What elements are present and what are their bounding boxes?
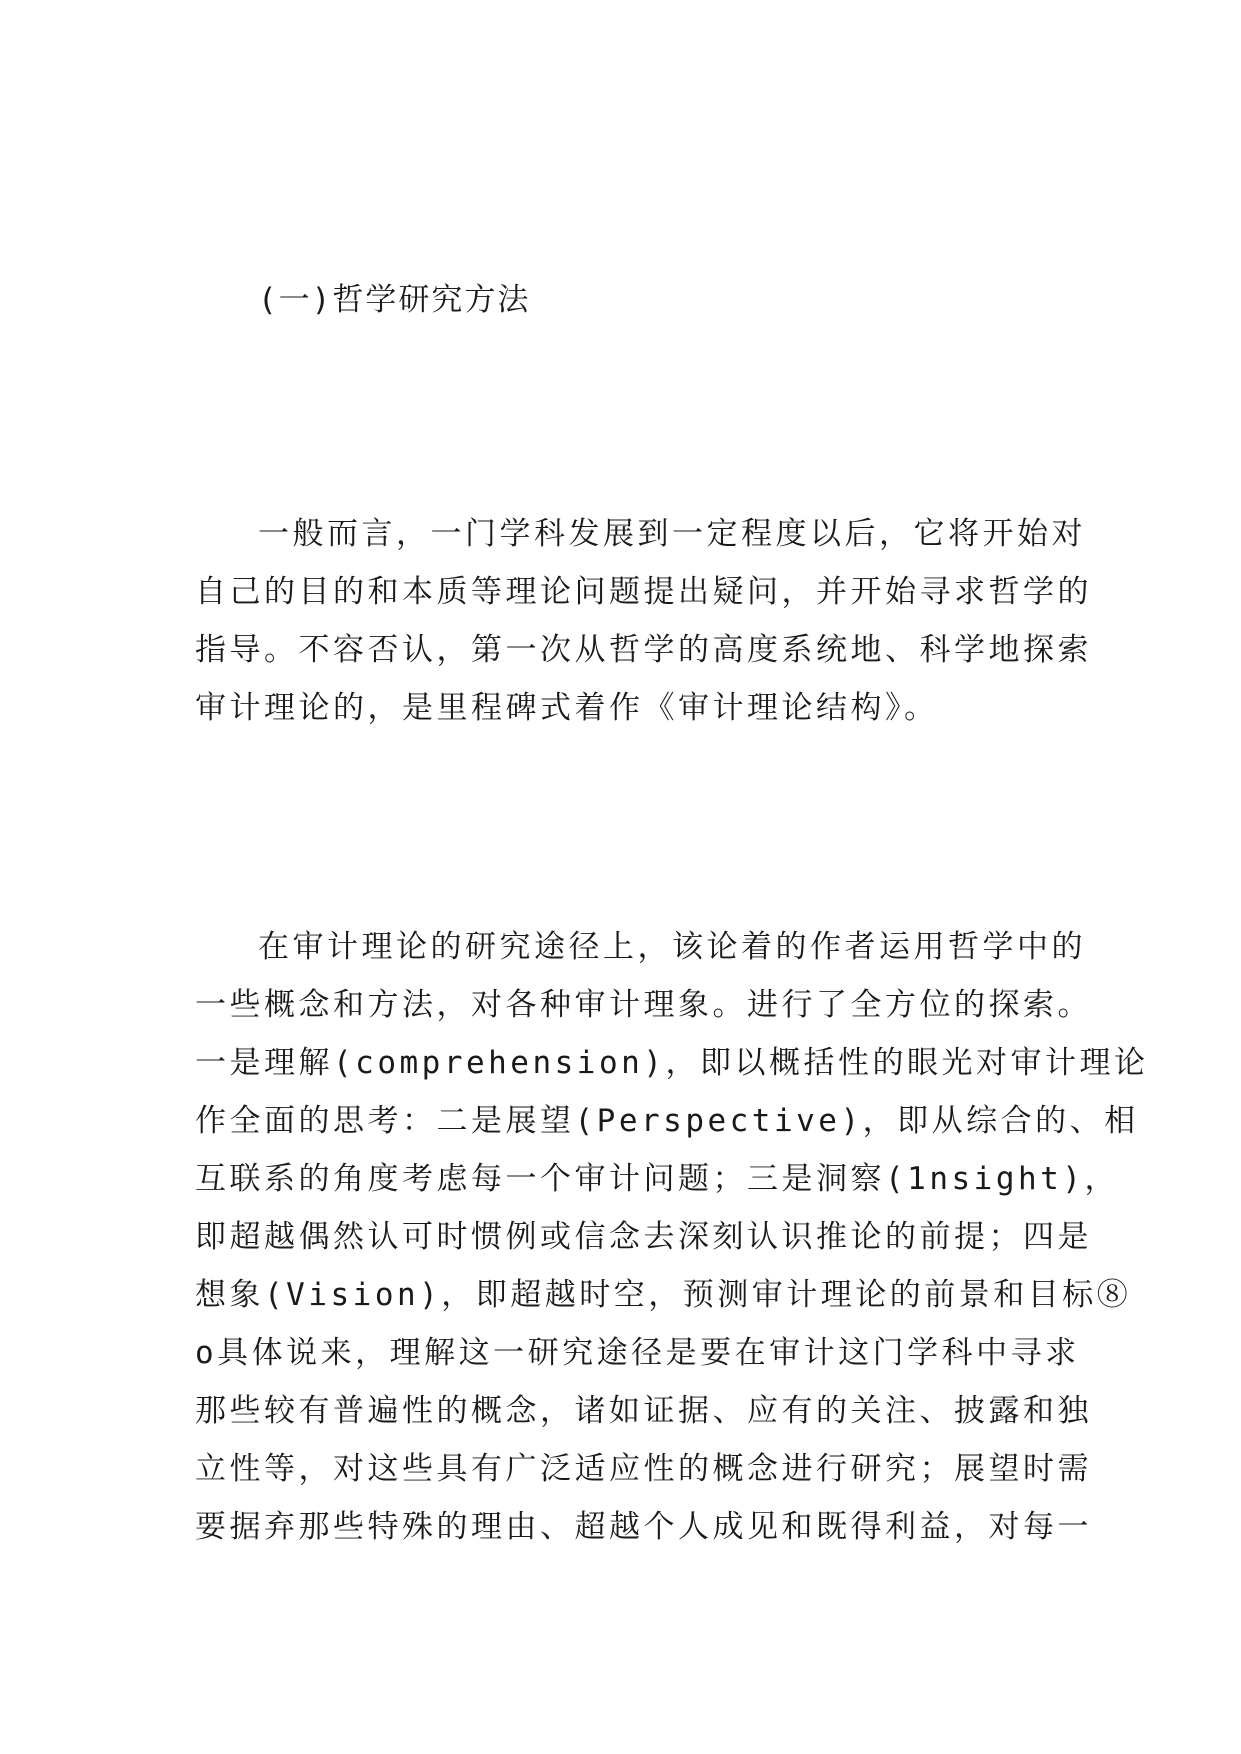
paragraph-line: 要据弃那些特殊的理由、超越个人成见和既得利益，对每一 <box>195 1509 1092 1545</box>
paragraph-line: 一般而言，一门学科发展到一定程度以后，它将开始对 <box>258 516 1086 552</box>
paragraph-line: 一些概念和方法，对各种审计理象。进行了全方位的探索。 <box>195 987 1092 1023</box>
paragraph-line: 自己的目的和本质等理论问题提出疑问，并开始寻求哲学的 <box>195 574 1092 610</box>
paragraph-line: o具体说来，理解这一研究途径是要在审计这门学科中寻求 <box>195 1335 1080 1371</box>
paragraph-line: 互联系的角度考虑每一个审计问题；三是洞察(1nsight)， <box>195 1161 1119 1197</box>
paragraph-line: 审计理论的，是里程碑式着作《审计理论结构》。 <box>195 690 939 726</box>
paragraph-line: 想象(Vision)，即超越时空，预测审计理论的前景和目标⑧ <box>195 1277 1132 1313</box>
paragraph-line: 那些较有普遍性的概念，诸如证据、应有的关注、披露和独 <box>195 1393 1092 1429</box>
paragraph-1 <box>195 505 1092 737</box>
section-heading: (一)哲学研究方法 <box>258 282 531 318</box>
paragraph-line: 指导。不容否认，第一次从哲学的高度系统地、科学地探索 <box>195 632 1092 668</box>
paragraph-line: 即超越偶然认可时惯例或信念去深刻认识推论的前提；四是 <box>195 1219 1092 1255</box>
paragraph-line: 立性等，对这些具有广泛适应性的概念进行研究；展望时需 <box>195 1451 1092 1487</box>
paragraph-line: 作全面的思考：二是展望(Perspective)，即从综合的、相 <box>195 1103 1139 1139</box>
paragraph-line: 一是理解(comprehension)，即以概括性的眼光对审计理论 <box>195 1045 1149 1081</box>
paragraph-2 <box>195 918 1149 1556</box>
paragraph-line: 在审计理论的研究途径上，该论着的作者运用哲学中的 <box>258 929 1086 965</box>
